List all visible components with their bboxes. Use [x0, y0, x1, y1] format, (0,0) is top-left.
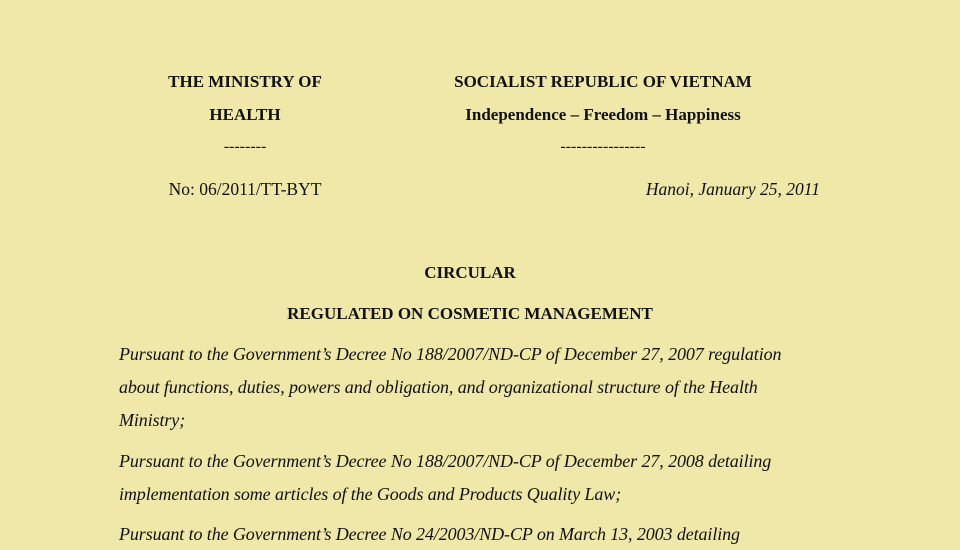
- place-and-date: Hanoi, January 25, 2011: [645, 179, 820, 199]
- ministry-name-line2: HEALTH: [209, 105, 281, 124]
- paragraph-line: Pursuant to the Government’s Decree No 24/2003/ND-CP on March 13, 2003 detailing: [119, 524, 740, 544]
- document-subtitle: REGULATED ON COSMETIC MANAGEMENT: [287, 304, 653, 323]
- ministry-name-line1: THE MINISTRY OF: [168, 72, 322, 91]
- document-title: CIRCULAR: [424, 263, 516, 282]
- paragraph-line: implementation some articles of the Goods and Products Quality Law;: [119, 484, 622, 504]
- paragraph-line: Ministry;: [119, 410, 186, 430]
- left-separator: --------: [223, 138, 267, 155]
- right-separator: ----------------: [560, 138, 646, 155]
- republic-name: SOCIALIST REPUBLIC OF VIETNAM: [454, 72, 752, 91]
- document-number: No: 06/2011/TT-BYT: [168, 179, 322, 199]
- paragraph-line: about functions, duties, powers and obligation, and organizational structure of the Health: [119, 377, 758, 397]
- paragraph-line: Pursuant to the Government’s Decree No 188/2007/ND-CP of December 27, 2007 regulation: [119, 344, 782, 364]
- national-motto: Independence – Freedom – Happiness: [465, 105, 741, 124]
- paragraph-line: Pursuant to the Government’s Decree No 188/2007/ND-CP of December 27, 2008 detailing: [119, 451, 772, 471]
